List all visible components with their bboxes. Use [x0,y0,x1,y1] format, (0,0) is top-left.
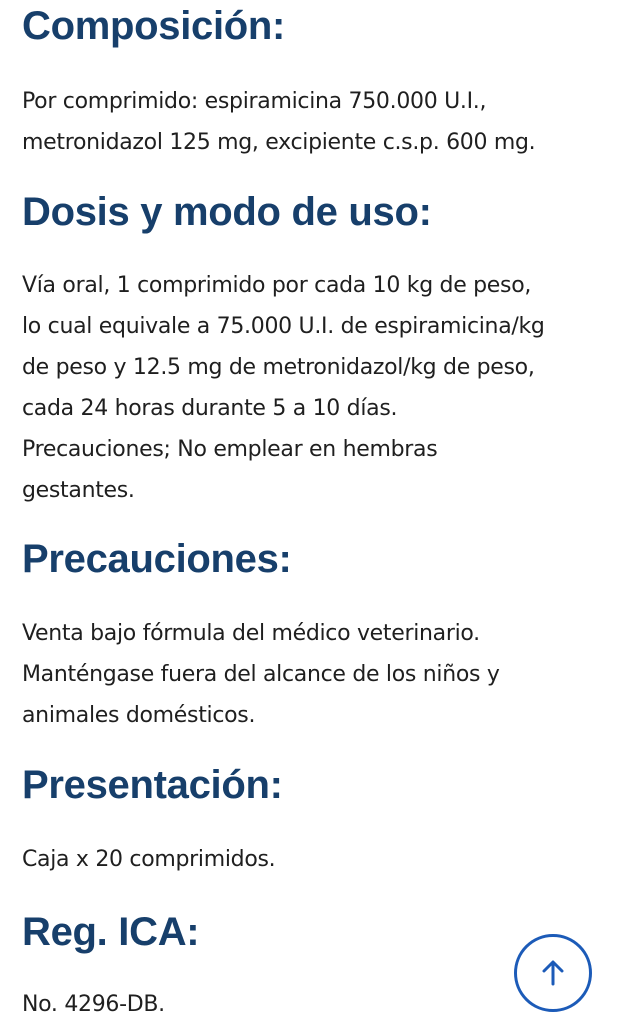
text-line: Vía oral, 1 comprimido por cada 10 kg de peso, [22,273,532,298]
heading-reg-ica: Reg. ICA: [22,910,200,954]
text-line: metronidazol 125 mg, excipiente c.s.p. 600 mg. [22,130,536,155]
text-line: cada 24 horas durante 5 a 10 días. [22,396,398,421]
text-line: Precauciones; No emplear en hembras [22,437,438,462]
text-line: gestantes. [22,478,135,503]
heading-composicion: Composición: [22,4,286,48]
heading-precauciones: Precauciones: [22,537,292,581]
precauciones-text [22,613,607,736]
heading-dosis: Dosis y modo de uso: [22,190,432,234]
presentacion-text [22,839,607,880]
text-line: lo cual equivale a 75.000 U.I. de espiramicina/kg [22,314,545,339]
arrow-up-icon [538,958,568,988]
text-line: No. 4296-DB. [22,992,165,1017]
text-line: animales domésticos. [22,703,256,728]
dosis-text [22,265,607,511]
text-line: de peso y 12.5 mg de metronidazol/kg de peso, [22,355,535,380]
text-line: Venta bajo fórmula del médico veterinario. [22,621,480,646]
composicion-text [22,81,607,163]
text-line: Manténgase fuera del alcance de los niños y [22,662,500,687]
text-line: Por comprimido: espiramicina 750.000 U.I., [22,89,487,114]
heading-presentacion: Presentación: [22,763,283,807]
text-line: Caja x 20 comprimidos. [22,847,276,872]
scroll-to-top-button[interactable] [514,934,592,1012]
